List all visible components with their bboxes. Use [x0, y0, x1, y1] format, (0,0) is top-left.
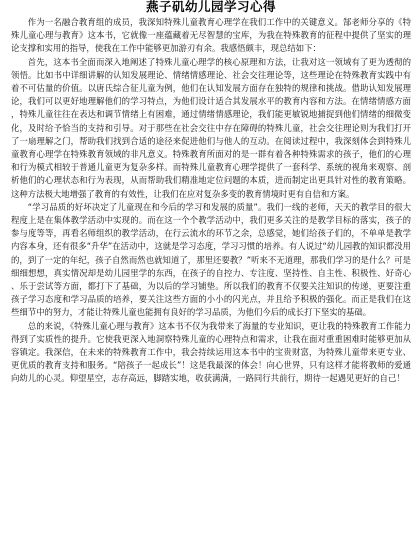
document-body — [11, 16, 411, 386]
paragraph-conclusion: 总的来说，《特殊儿童心理与教育》这本书不仅为我带来了海量的专业知识，更让我的特殊教育工作能力得到了实质性的提升。它使我更深入地洞察特殊儿童的心理特点和需求，让我在面对重重困难时能够更加从容镇定。我深信，在未来的特殊教育工作中，我会持续运用这本书中的宝贵财富，为特殊儿童带来更专业、更优质的教育支持和服务。“陪孩子一起成长”！这是我最深的体会！向心世界，只有这样才能将教师的爱通向幼儿的心灵。仰望星空，志存高远，脚踏实地，收获满满，一路同行共前行，期待一起遇见更好的自己！ — [11, 320, 411, 384]
paragraph-intro: 作为一名融合教育组的成员，我深知特殊儿童教育心理学在我们工作中的关键意义。郜老师分享的《特殊儿童心理与教育》这本书，它就像一座蕴藏着无尽智慧的宝库，为我在特殊教育的征程中提供了坚实的理论支撑和实用的指导，使我在工作中能够更加游刃有余。我感悟颇丰，现总结如下： — [11, 17, 411, 54]
paragraph-theory: 首先，这本书全面而深入地阐述了特殊儿童心理学的核心原理和方法，让我对这一领域有了更为透彻的领悟。比如书中详细讲解的认知发展理论、情绪情感理论、社会交往理论等，这些理论在特殊教育实践中有着不可估量的价值。以唐氏综合征儿童为例，他们在认知发展方面存在独特的规律和挑战。借助认知发展理论，我们可以更好地理解他们的学习特点，为他们设计适合其发展水平的教育内容和方法。在情绪情感方面，特殊儿童往往在表达和调节情绪上有困难，通过情绪情感理论，我们能更敏锐地捕捉到他们情绪的细微变化，及时给予恰当的支持和引导。对于那些在社会交往中存在障碍的特殊儿童，社会交往理论则为我们打开了一扇理解之门，帮助我们找到合适的途径来促进他们与他人的互动。在阅读过程中，我深刻体会到特殊儿童教育心理学在特殊教育领域的非凡意义。特殊教育所面对的是一群有着各种特殊需求的孩子，他们的心理和行为模式相较于普通儿童更为复杂多样。而特殊儿童教育心理学提供了一套科学、系统的视角来观察、剖析他们的心理状态和行为表现，从而帮助我们精准地定位问题的本质，进而制定出更具针对性的教育策略。这种方法极大地增强了教育的有效性，让我们在应对复杂多变的教育情境时更有自信和方案。 — [11, 56, 411, 199]
document-title: 燕子矶幼儿园学习心得 — [145, 0, 276, 14]
paragraph-learning-quality: “学习品质的好坏决定了儿童现在和今后的学习和发展的质量”。我们一线的老师，天天的教学目的很大程度上是在集体教学活动中实现的。而在这一个个教学活动中，我们更多关注的是教学目标的落实，孩子的参与度等等，再看名师组织的教学活动，在行云流水的环节之余，总感觉，她们给孩子们的，不单单是教学内容本身，还有很多“升华”在活动中，这就是学习态度，学习习惯的培养。有人说过“幼儿园教的知识都没用的，到了一定的年纪，孩子自然而然也就知道了，那里还要教？”听来不无道理，那我们学习的是什么？可是细细想想，真实情况却是幼儿园里学的东西，在孩子的自控力、专注度、坚持性、自主性、积极性、好奇心、乐于尝试等方面，都打下了基础，为以后的学习铺垫。所以我们的教育不仅要关注知识的传递，更要注重孩子学习态度和学习品质的培养，要关注这些方面的小小的闪光点，并且给予积极的强化。而正是我们在这些细节中的努力，才能让特殊儿童也能拥有良好的学习品质，为他们今后的成长打下坚实的基础。 — [11, 201, 411, 318]
